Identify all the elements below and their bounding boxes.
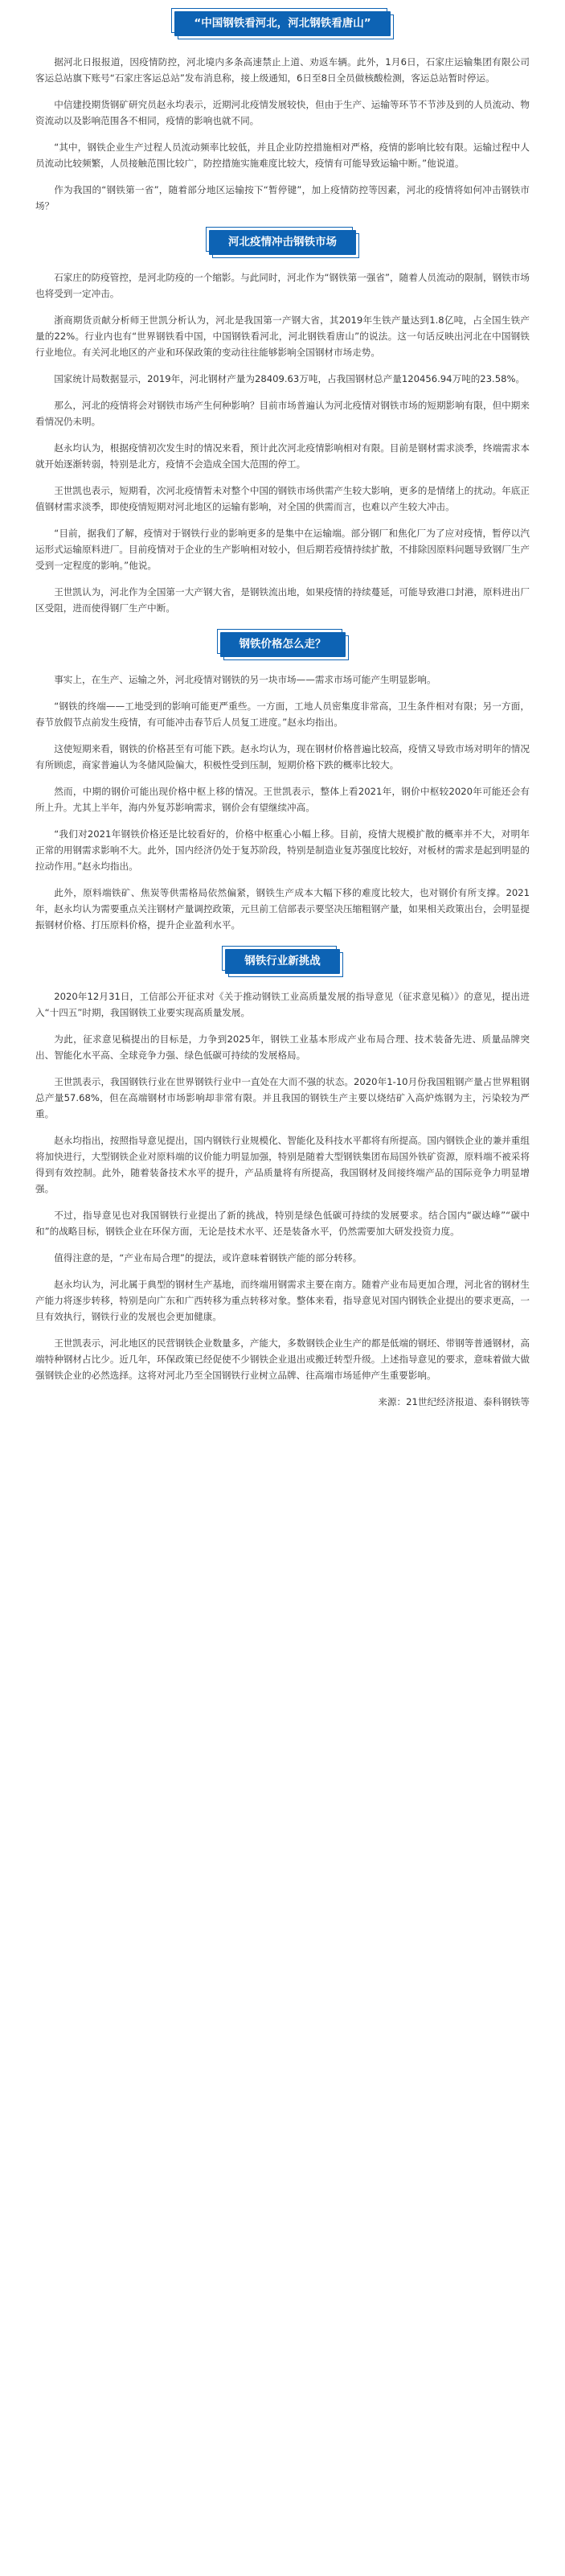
- paragraph: 王世凯表示，我国钢铁行业在世界钢铁行业中一直处在大而不强的状态。2020年1-10月份我国粗钢产量占世界粗钢总产量57.68%，但在高端钢材市场影响却非常有限。并且我国的钢铁生产主要以烧结矿入高炉炼钢为主，污染较为严重。: [35, 1076, 530, 1120]
- paragraph: 此外，原料端铁矿、焦炭等供需格局依然偏紧，钢铁生产成本大幅下移的难度比较大，也对钢价有所支撑。2021年，赵永均认为需要重点关注钢材产量调控政策，元旦前工信部表示要坚决压缩粗钢产量，如果相关政策出台，会明显提振钢材价格、打压原料价格，提升企业盈利水平。: [35, 887, 530, 931]
- article: [0, 11, 565, 2576]
- paragraph: 中信建投期货钢矿研究员赵永均表示，近期河北疫情发展较快，但由于生产、运输等环节不节涉及到的人员流动、物资流动以及影响范围各不相同，疫情的影响也就不同。: [35, 99, 530, 126]
- paragraph: 国家统计局数据显示，2019年，河北钢材产量为28409.63万吨，占我国钢材总产量120456.94万吨的23.58%。: [54, 373, 526, 384]
- paragraph: 浙商期货贡献分析师王世凯分析认为，河北是我国第一产钢大省，其2019年生铁产量达到1.8亿吨，占全国生铁产量的22%。行业内也有“世界钢铁看中国，中国钢铁看河北，河北钢铁看唐山”的说法。这一句话反映出河北在中国钢铁行业地位。有关河北地区的产业和环保政策的变动往往能够影响全国钢材市场走势。: [35, 314, 530, 358]
- section-title-4: 钢铁行业新挑战: [225, 949, 340, 974]
- section-title-3: 钢铁价格怎么走？: [220, 632, 346, 657]
- paragraph: 王世凯认为，河北作为全国第一大产钢大省，是钢铁流出地，如果疫情的持续蔓延，可能导致港口封港，原料进出厂区受阻，进而使得钢厂生产中断。: [35, 586, 530, 614]
- paragraph: 石家庄的防疫管控，是河北防疫的一个缩影。与此同时，河北作为“钢铁第一强省”，随着人员流动的限制，钢铁市场也将受到一定冲击。: [35, 272, 530, 299]
- section-header-3: [35, 632, 530, 657]
- section-header-2: [35, 230, 530, 255]
- paragraph: “其中，钢铁企业生产过程人员流动频率比较低，并且企业防控措施相对严格，疫情的影响比较有限。运输过程中人员流动比较频繁，人员接触范围比较广，防控措施实施难度比较大，疫情有可能导致运输中断。”他说道。: [35, 142, 530, 169]
- section-title-2: 河北疫情冲击钢铁市场: [209, 230, 356, 255]
- paragraph: 赵永均指出，按照指导意见提出，国内钢铁行业规模化、智能化及科技水平都将有所提高。国内钢铁企业的兼并重组将加快进行，大型钢铁企业对原料端的议价能力明显加强，特别是随着大型钢铁集团布局国外铁矿资源，原料端不被采将得到有效控制。此外，随着装备技术水平的提升，产品质量将有所提高，我国钢材及间接终端产品的国际竞争力明显增强。: [35, 1135, 530, 1194]
- paragraph: 然而，中期的钢价可能出现价格中枢上移的情况。王世凯表示，整体上看2021年，钢价中枢较2020年可能还会有所上升。尤其上半年，海内外复苏影响需求，钢价会有望继续冲高。: [35, 786, 530, 813]
- source-credit: 来源：21世纪经济报道、泰科钢铁等: [378, 1396, 530, 1407]
- paragraph: 不过，指导意见也对我国钢铁行业提出了新的挑战，特别是绿色低碳可持续的发展要求。结合国内“碳达峰”“碳中和”的战略目标，钢铁企业在环保方面，无论是技术水平、还是装备水平，仍然需要加大研发投资力度。: [35, 1210, 530, 1237]
- paragraph: 2020年12月31日，工信部公开征求对《关于推动钢铁工业高质量发展的指导意见（征求意见稿）》的意见，提出进入“十四五”时期，我国钢铁工业要实现高质量发展。: [35, 991, 530, 1018]
- paragraph: 这使短期来看，钢铁的价格甚至有可能下跌。赵永均认为，现在钢材价格普遍比较高，疫情又导致市场对明年的情况有所顾虑，商家普遍认为冬储风险偏大，积极性受到压制，短期价格下跌的概率比较大。: [35, 743, 530, 770]
- paragraph: “我们对2021年钢铁价格还是比较看好的，价格中枢重心小幅上移。目前，疫情大规模扩散的概率并不大，对明年正常的用钢需求影响不大。此外，国内经济仍处于复苏阶段，特别是制造业复苏强度比较好，对板材的需求是起到明显的拉动作用。”赵永均指出。: [35, 828, 530, 872]
- paragraph: 王世凯也表示，短期看，次河北疫情暂未对整个中国的钢铁市场供需产生较大影响，更多的是情绪上的扰动。年底正值钢材需求淡季，即使疫情短期对河北地区的运输有影响，对全国的供需而言，也难以产生较大冲击。: [35, 485, 530, 512]
- paragraph: 赵永均认为，河北属于典型的钢材生产基地，而终端用钢需求主要在南方。随着产业布局更加合理，河北省的钢材生产能力将逐步转移，特别是向广东和广西转移为重点转移对象。整体来看，指导意见对国内钢铁企业提出的要求更高，一旦有效执行，钢铁行业的发展也会更加健康。: [35, 1279, 530, 1322]
- paragraph: 值得注意的是，“产业布局合理”的提法，或许意味着钢铁产能的部分转移。: [54, 1252, 362, 1263]
- paragraph: 据河北日报报道，因疫情防控，河北境内多条高速禁止上道、劝返车辆。此外，1月6日，石家庄运输集团有限公司客运总站旗下账号“石家庄客运总站”发布消息称，接上级通知，6日至8日全员做核酸检测，客运总站暂时停运。: [35, 56, 530, 84]
- paragraph: 事实上，在生产、运输之外，河北疫情对钢铁的另一块市场——需求市场可能产生明显影响。: [54, 674, 436, 685]
- paragraph: “目前，据我们了解，疫情对于钢铁行业的影响更多的是集中在运输端。部分钢厂和焦化厂为了应对疫情，暂停以汽运形式运输原料进厂。目前疫情对于企业的生产影响相对较小，但后期若疫情持续扩散，不排除因原料问题导致钢厂生产受到一定程度的影响。”他说。: [35, 528, 530, 571]
- paragraph: 王世凯表示，河北地区的民营钢铁企业数量多，产能大，多数钢铁企业生产的都是低端的钢坯、带钢等普通钢材，高端特种钢材占比少。近几年，环保政策已经促使不少钢铁企业退出或搬迁转型升级。上述指导意见的要求，意味着做大做强钢铁企业的必然选择。这将对河北乃至全国钢铁行业树立品牌、往高端市场延伸产生重要影响。: [35, 1337, 530, 1381]
- section-header-1: [35, 11, 530, 36]
- paragraph: 作为我国的“钢铁第一省”，随着部分地区运输按下“暂停键”，加上疫情防控等因素，河北的疫情将如何冲击钢铁市场？: [35, 184, 530, 212]
- paragraph: 赵永均认为，根据疫情初次发生时的情况来看，预计此次河北疫情影响相对有限。目前是钢材需求淡季，终端需求本就开始逐渐转弱，特别是北方，疫情不会造成全国大范围的停工。: [35, 442, 530, 470]
- section-header-4: [35, 949, 530, 974]
- paragraph: 那么，河北的疫情将会对钢铁市场产生何种影响？目前市场普遍认为河北疫情对钢铁市场的短期影响有限，但中期来看情况仍未明。: [35, 400, 530, 427]
- section-title-1: “中国钢铁看河北，河北钢铁看唐山”: [174, 11, 390, 36]
- paragraph: “钢铁的终端——工地受到的影响可能更严重些。一方面，工地人员密集度非常高，卫生条件相对有限；另一方面，春节放假节点前发生疫情，有可能冲击春节后人员复工进度。”赵永均指出。: [35, 700, 530, 728]
- paragraph: 为此，征求意见稿提出的目标是，力争到2025年，钢铁工业基本形成产业布局合理、技术装备先进、质量品牌突出、智能化水平高、全球竞争力强、绿色低碳可持续的发展格局。: [35, 1033, 530, 1061]
